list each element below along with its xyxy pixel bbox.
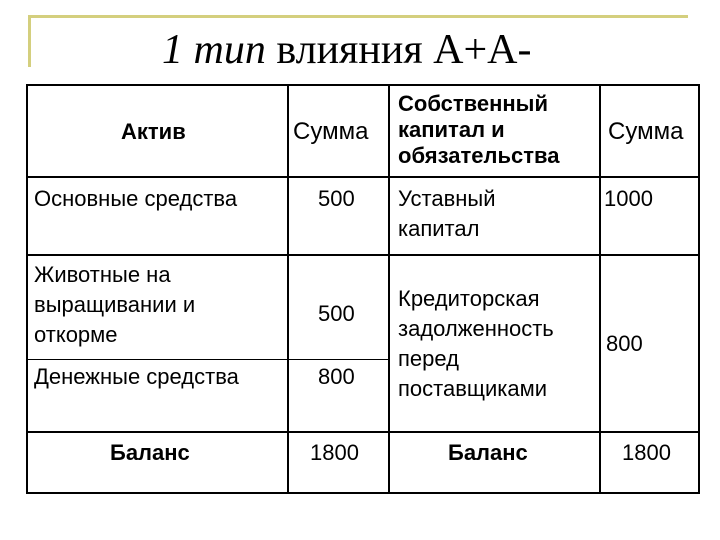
asset-value-fixed: 500 (318, 186, 355, 211)
liability-value-payables: 800 (606, 331, 643, 356)
header-liability-line3: обязательства (398, 143, 560, 168)
liability-label-payables-2: задолженность (398, 316, 554, 341)
divider-row1-left (28, 254, 389, 256)
total-value-right: 1800 (622, 440, 671, 465)
asset-value-cash: 800 (318, 364, 355, 389)
asset-label-animals-1: Животные на (34, 262, 171, 287)
total-label-left: Баланс (110, 440, 190, 465)
divider-header (28, 176, 698, 178)
header-sum-left: Сумма (293, 118, 369, 145)
divider-row1-right (388, 254, 698, 256)
asset-value-animals: 500 (318, 301, 355, 326)
asset-label-animals-2: выращивании и (34, 292, 196, 317)
liability-label-capital-2: капитал (398, 216, 480, 241)
total-value-left: 1800 (310, 440, 359, 465)
divider-row2-left (28, 359, 389, 360)
title-rest: влияния А+А- (265, 27, 532, 73)
asset-label-cash: Денежные средства (34, 364, 239, 389)
slide-title (162, 26, 531, 74)
liability-label-payables-1: Кредиторская (398, 286, 540, 311)
frame-left-border (28, 15, 31, 67)
liability-label-payables-4: поставщиками (398, 376, 548, 401)
balance-table (26, 84, 700, 494)
total-label-right: Баланс (448, 440, 528, 465)
header-liability-line1: Собственный (398, 91, 548, 116)
header-liability-line2: капитал и (398, 117, 505, 142)
liability-label-payables-3: перед (398, 346, 459, 371)
liability-label-capital-1: Уставный (398, 186, 496, 211)
asset-label-animals-3: откорме (34, 322, 118, 347)
divider-total (28, 431, 698, 433)
header-asset: Актив (121, 119, 186, 144)
liability-value-capital: 1000 (604, 186, 653, 211)
asset-label-fixed: Основные средства (34, 186, 238, 211)
header-sum-right: Сумма (608, 118, 684, 145)
frame-top-border (28, 15, 688, 18)
title-italic-part: 1 тип (162, 27, 266, 73)
